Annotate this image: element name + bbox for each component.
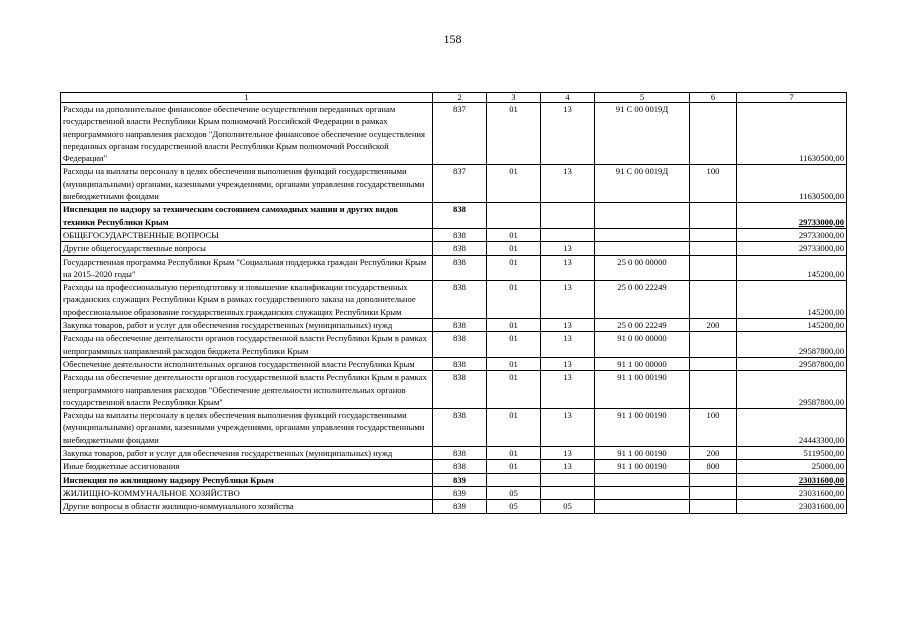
subsection-code-cell: 13 [541,447,595,460]
table-row [61,332,847,358]
subsection-code-cell: 05 [541,500,595,513]
ved-code-cell: 838 [433,203,487,229]
table-row [61,103,847,165]
expense-type-cell [690,281,737,319]
header-cell: 2 [433,93,487,103]
row-name-cell: Другие вопросы в области жилищно-коммунального хозяйства [61,500,433,513]
table-row [61,165,847,203]
table-row [61,486,847,499]
subsection-code-cell: 13 [541,319,595,332]
header-cell: 1 [61,93,433,103]
header-cell: 4 [541,93,595,103]
amount-cell: 5119500,00 [737,447,847,460]
target-article-cell: 91 1 00 00000 [595,357,690,370]
row-name-cell: Государственная программа Республики Крым "Социальная поддержка граждан Республики Крым на 2015–2020 годы" [61,255,433,281]
subsection-code-cell: 13 [541,165,595,203]
header-cell: 6 [690,93,737,103]
row-name-cell: Закупка товаров, работ и услуг для обеспечения государственных (муниципальных) нужд [61,319,433,332]
ved-code-cell: 838 [433,319,487,332]
target-article-cell: 91 С 00 0019Д [595,103,690,165]
table-row [61,473,847,486]
subsection-code-cell [541,473,595,486]
ved-code-cell: 838 [433,447,487,460]
ved-code-cell: 838 [433,460,487,473]
subsection-code-cell: 13 [541,255,595,281]
ved-code-cell: 838 [433,409,487,447]
row-name-cell: Расходы на выплаты персоналу в целях обеспечения выполнения функций государственными (муниципальными) органами, казенными учреждениями, органами управления государственными внебюджетными фондами [61,409,433,447]
row-name-cell: Обеспечение деятельности исполнительных органов государственной власти Республики Крым [61,357,433,370]
target-article-cell: 91 1 00 00190 [595,371,690,409]
ved-code-cell: 838 [433,255,487,281]
header-cell: 5 [595,93,690,103]
section-code-cell: 01 [487,255,541,281]
target-article-cell: 25 0 00 00000 [595,255,690,281]
table-row [61,357,847,370]
row-name-cell: Иные бюджетные ассигнования [61,460,433,473]
target-article-cell: 91 1 00 00190 [595,460,690,473]
row-name-cell: Закупка товаров, работ и услуг для обеспечения государственных (муниципальных) нужд [61,447,433,460]
ved-code-cell: 838 [433,371,487,409]
subsection-code-cell: 13 [541,460,595,473]
table-row [61,371,847,409]
ved-code-cell: 838 [433,228,487,241]
section-code-cell: 01 [487,460,541,473]
target-article-cell: 91 0 00 00000 [595,332,690,358]
ved-code-cell: 839 [433,500,487,513]
expense-type-cell: 100 [690,165,737,203]
target-article-cell: 91 1 00 00190 [595,409,690,447]
subsection-code-cell: 13 [541,281,595,319]
amount-cell: 11630500,00 [737,165,847,203]
amount-cell: 145200,00 [737,319,847,332]
section-code-cell: 01 [487,228,541,241]
table-row [61,409,847,447]
table-row [61,460,847,473]
target-article-cell: 25 0 00 22249 [595,281,690,319]
expense-type-cell [690,103,737,165]
table-row [61,281,847,319]
target-article-cell [595,486,690,499]
section-code-cell: 01 [487,103,541,165]
row-name-cell: Расходы на дополнительное финансовое обеспечение осуществления переданных органам государственной власти Республики Крым полномочий Российской Федерации в рамках непрограммного направления расходов "Дополнительное финансовое обеспечение осуществления переданных органам государственной власти Республики Крым полномочий Российской Федерации" [61,103,433,165]
amount-cell: 23031600,00 [737,473,847,486]
expense-type-cell [690,473,737,486]
section-code-cell: 01 [487,447,541,460]
target-article-cell [595,242,690,255]
row-name-cell: ОБЩЕГОСУДАРСТВЕННЫЕ ВОПРОСЫ [61,228,433,241]
ved-code-cell: 837 [433,103,487,165]
target-article-cell: 91 С 00 0019Д [595,165,690,203]
section-code-cell: 05 [487,486,541,499]
expense-type-cell [690,332,737,358]
ved-code-cell: 839 [433,486,487,499]
amount-cell: 29587800,00 [737,371,847,409]
section-code-cell: 05 [487,500,541,513]
table-row [61,500,847,513]
expense-type-cell [690,357,737,370]
row-name-cell: Инспекция по надзору за техническим состоянием самоходных машин и других видов техники Республики Крым [61,203,433,229]
amount-cell: 25000,00 [737,460,847,473]
row-name-cell: Расходы на профессиональную переподготовку и повышение квалификации государственных гражданских служащих Республики Крым в рамках государственного заказа на дополнительное профессиональное образование государственных гражданских служащих Республики Крым [61,281,433,319]
ved-code-cell: 838 [433,332,487,358]
amount-cell: 29587800,00 [737,332,847,358]
expense-type-cell: 800 [690,460,737,473]
target-article-cell: 91 1 00 00190 [595,447,690,460]
table-row [61,255,847,281]
subsection-code-cell [541,228,595,241]
amount-cell: 29733000,00 [737,203,847,229]
section-code-cell: 01 [487,332,541,358]
expense-type-cell: 200 [690,447,737,460]
table-row [61,203,847,229]
header-cell: 3 [487,93,541,103]
ved-code-cell: 839 [433,473,487,486]
budget-table-body [61,93,847,514]
expense-type-cell [690,228,737,241]
ved-code-cell: 837 [433,165,487,203]
expense-type-cell: 200 [690,319,737,332]
budget-table [60,92,847,514]
section-code-cell: 01 [487,242,541,255]
amount-cell: 29733000,00 [737,228,847,241]
section-code-cell: 01 [487,409,541,447]
section-code-cell [487,473,541,486]
expense-type-cell [690,486,737,499]
section-code-cell: 01 [487,165,541,203]
expense-type-cell: 100 [690,409,737,447]
header-cell: 7 [737,93,847,103]
row-name-cell: Инспекция по жилищному надзору Республики Крым [61,473,433,486]
table-row [61,242,847,255]
target-article-cell [595,500,690,513]
section-code-cell: 01 [487,281,541,319]
row-name-cell: Расходы на обеспечение деятельности органов государственной власти Республики Крым в рамках непрограммных направлений расходов бюджета Республики Крым [61,332,433,358]
expense-type-cell [690,255,737,281]
target-article-cell [595,203,690,229]
expense-type-cell [690,203,737,229]
section-code-cell: 01 [487,319,541,332]
section-code-cell [487,203,541,229]
subsection-code-cell: 13 [541,242,595,255]
amount-cell: 145200,00 [737,255,847,281]
amount-cell: 23031600,00 [737,500,847,513]
expense-type-cell [690,371,737,409]
row-name-cell: Расходы на обеспечение деятельности органов государственной власти Республики Крым в рамках непрограммного направления расходов "Обеспечение деятельности исполнительных органов государственной власти Республики Крым" [61,371,433,409]
ved-code-cell: 838 [433,357,487,370]
amount-cell: 11630500,00 [737,103,847,165]
subsection-code-cell: 13 [541,103,595,165]
table-row [61,228,847,241]
ved-code-cell: 838 [433,281,487,319]
row-name-cell: ЖИЛИЩНО-КОММУНАЛЬНОЕ ХОЗЯЙСТВО [61,486,433,499]
subsection-code-cell: 13 [541,357,595,370]
expense-type-cell [690,242,737,255]
subsection-code-cell: 13 [541,332,595,358]
row-name-cell: Расходы на выплаты персоналу в целях обеспечения выполнения функций государственными (муниципальными) органами, казенными учреждениями, органами управления государственными внебюджетными фондами [61,165,433,203]
section-code-cell: 01 [487,371,541,409]
amount-cell: 24443300,00 [737,409,847,447]
row-name-cell: Другие общегосударственные вопросы [61,242,433,255]
amount-cell: 23031600,00 [737,486,847,499]
page-number: 158 [443,32,462,46]
header-row [61,93,847,103]
table-row [61,447,847,460]
expense-type-cell [690,500,737,513]
section-code-cell: 01 [487,357,541,370]
ved-code-cell: 838 [433,242,487,255]
subsection-code-cell [541,486,595,499]
amount-cell: 29587800,00 [737,357,847,370]
table-row [61,319,847,332]
target-article-cell: 25 0 00 22249 [595,319,690,332]
amount-cell: 29733000,00 [737,242,847,255]
amount-cell: 145200,00 [737,281,847,319]
subsection-code-cell: 13 [541,409,595,447]
subsection-code-cell [541,203,595,229]
target-article-cell [595,473,690,486]
target-article-cell [595,228,690,241]
subsection-code-cell: 13 [541,371,595,409]
